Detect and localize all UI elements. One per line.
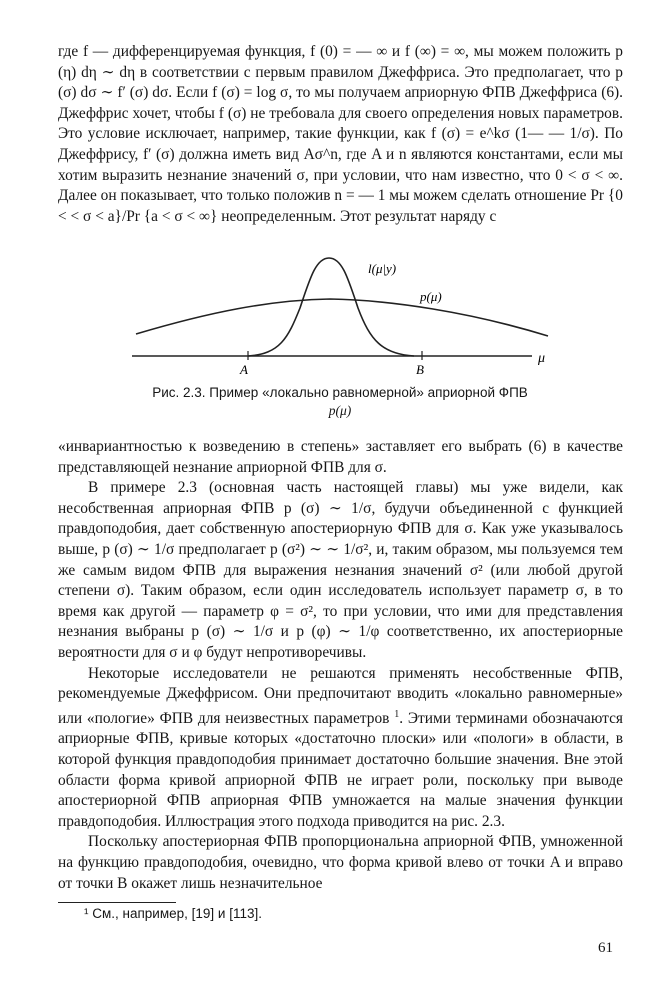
paragraph-4-start: Некоторые исследователи не решаются применять несобственные ФПВ, рекомендуемые Джеффрисом. Они предпочитают вводить «локально равномерные» или «пологие» ФПВ для неизвестных параметров bbox=[58, 664, 623, 727]
paragraph-4 bbox=[58, 664, 623, 833]
footnote-marker: 1 bbox=[394, 708, 400, 720]
likelihood-label: l(μ|y) bbox=[368, 261, 397, 276]
paragraph-4-rest: . Этими терминами обозначаются априорные ФПВ, кривые которых «достаточно плоски» или «пологи» в области, в которой функция правдоподобия принимает достаточно большие значения. Вне этой области форма кривой априорной ФПВ не играет роли, поскольку при выводе апостериорной ФПВ априорная ФПВ умножается на малые значения функции правдоподобия. Иллюстрация этого подхода приводится на рис. 2.3. bbox=[58, 709, 623, 830]
figure-plot bbox=[120, 248, 560, 388]
caption-line-1: Рис. 2.3. Пример «локально равномерной» априорной ФПВ bbox=[152, 385, 528, 400]
figure-2-3 bbox=[120, 248, 560, 388]
body-text bbox=[58, 437, 623, 894]
paragraph-5: Поскольку апостериорная ФПВ пропорциональна априорной ФПВ, умноженной на функцию правдоподобия, очевидно, что форма кривой влево от точки A и вправо от точки B окажет лишь незначительное bbox=[58, 833, 623, 892]
paragraph-3: В примере 2.3 (основная часть настоящей главы) мы уже видели, как несобственная априорная ФПВ p (σ) ∼ 1/σ, будучи объединенной с функцией правдоподобия, дает собственную апостериорную ФПВ для σ. Как уже указывалось выше, p (σ) ∼ 1/σ предполагает p (σ²) ∼ ∼ 1/σ², и, таким образом, мы пользуемся тем же самым видом ФПВ для выражения незнания значений σ² (или любой другой степени σ). Таким образом, если один исследователь использует параметр σ, в то время как другой — параметр φ = σ², то при условии, что ими для представления незнания выбраны p (σ) ∼ 1/σ и p (φ) ∼ 1/φ соответственно, их апостериорные вероятности для σ и φ будут непротиворечивы. bbox=[58, 479, 623, 661]
paragraph-1 bbox=[58, 42, 623, 227]
page-number: 61 bbox=[598, 940, 613, 956]
paragraph-1-text: где f — дифференцируемая функция, f (0) = — ∞ и f (∞) = ∞, мы можем положить p (η) dη ∼ dη в соответствии с первым правилом Джеффриса. Это предполагает, что p (σ) dσ ∼ f′ (σ) dσ. Если f (σ) = log σ, то мы получаем априорную ФПВ Джеффриса (6). Джеффрис хочет, чтобы f (σ) не требовала для своего определения новых параметров. Это условие исключает, например, такие функции, как f (σ) = e^kσ (1— — 1/σ). По Джеффрису, f′ (σ) должна иметь вид Aσ^n, где A и n являются константами, если мы хотим выразить незнание значений σ, при условии, что нам известно, что 0 < σ < ∞. Далее он показывает, что только положив n = — 1 мы можем сделать отношение Pr {0 < < σ < a}/Pr {a < σ < ∞} неопределенным. Этот результат наряду с bbox=[58, 43, 623, 225]
paragraph-2: «инвариантностью к возведению в степень» заставляет его выбрать (6) в качестве представляющей незнание априорной ФПВ для σ. bbox=[58, 438, 623, 476]
footnote: ¹ См., например, [19] и [113]. bbox=[84, 906, 262, 921]
caption-line-2: p(μ) bbox=[328, 403, 352, 418]
prior-curve bbox=[136, 299, 548, 336]
prior-label: p(μ) bbox=[420, 289, 442, 304]
footnote-divider bbox=[58, 902, 176, 903]
figure-caption bbox=[100, 384, 580, 420]
point-b-label: B bbox=[416, 362, 424, 377]
axis-label: μ bbox=[538, 351, 546, 366]
point-a-label: A bbox=[240, 362, 248, 377]
